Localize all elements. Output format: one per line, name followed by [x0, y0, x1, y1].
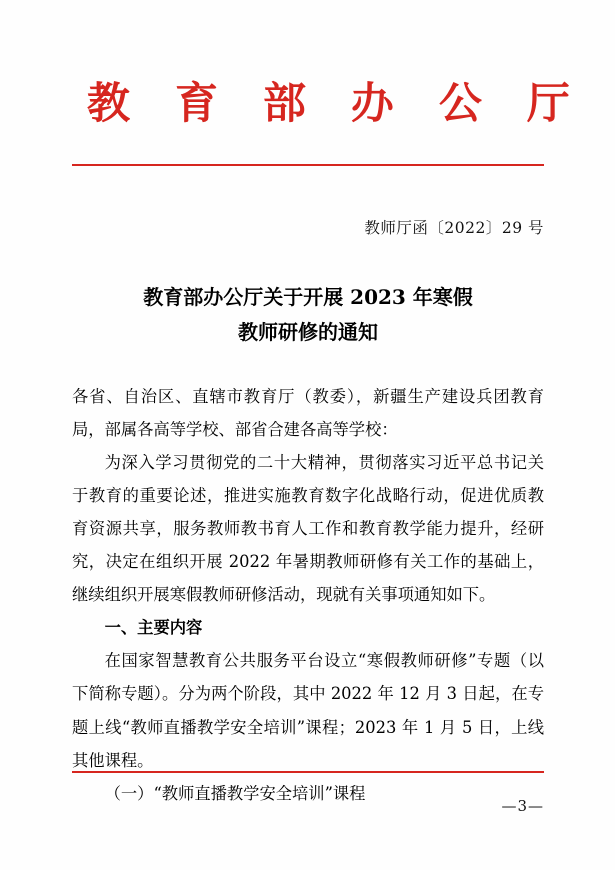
paragraph-opening: 为深入学习贯彻党的二十大精神，贯彻落实习近平总书记关于教育的重要论述，推进实施教育数字化战略行动，促进优质教育资源共享，服务教师教书育人工作和教育教学能力提升，经研究，决定在组织开展 2022 年暑期教师研修有关工作的基础上，继续组织开展寒假教师研修活动，现就有关事项通知如下。 — [72, 452, 544, 605]
page-number: —3— — [501, 797, 544, 815]
document-number: 教师厅函〔2022〕29 号 — [364, 218, 544, 237]
paragraph-section-one-heading: 一、主要内容 — [104, 618, 203, 638]
paragraph-section-one-body: 在国家智慧教育公共服务平台设立“寒假教师研修”专题（以下简称专题）。分为两个阶段，其中 2022 年 12 月 3 日起，在专题上线“教师直播教学安全培训”课程；2023 年 1 月 5 日，上线其他课程。 — [72, 651, 544, 770]
document-body — [72, 380, 544, 810]
document-header — [72, 0, 585, 166]
header-red-rule — [72, 164, 544, 166]
document-subject — [72, 280, 544, 350]
page-content — [72, 0, 585, 870]
paragraph-recipients: 各省、自治区、直辖市教育厅（教委），新疆生产建设兵团教育局，部属各高等学校、部省合建各高等学校： — [72, 386, 544, 439]
issuing-authority-title: 教 育 部 办 公 厅 — [87, 79, 585, 129]
subject-line-2: 教师研修的通知 — [238, 319, 378, 344]
paragraph-subsection-one: （一）“教师直播教学安全培训”课程 — [104, 783, 366, 803]
footer-red-rule — [72, 771, 544, 773]
subject-line-1: 教育部办公厅关于开展 2023 年寒假 — [143, 284, 473, 309]
